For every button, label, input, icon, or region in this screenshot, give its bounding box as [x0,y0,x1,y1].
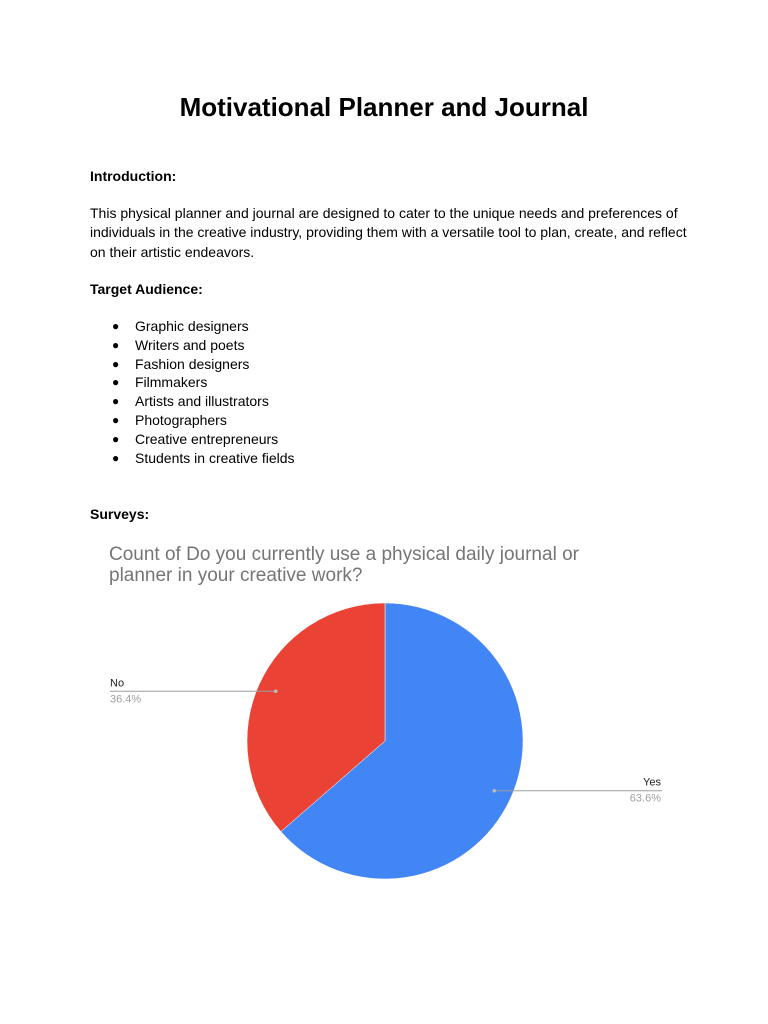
leader-dot-yes [492,789,496,793]
document-title: Motivational Planner and Journal [179,92,589,122]
slice-percent-no: 36.4% [110,693,142,706]
bullet-icon: ● [112,431,120,446]
list-item [90,392,295,411]
bullet-icon: ● [112,356,120,371]
bullet-icon: ● [112,375,120,390]
list-item-label: Fashion designers [135,355,250,372]
introduction-text: This physical planner and journal are designed to cater to the unique needs and preferences of individuals in the creative industry, providing them with a versatile tool to plan, create, and reflect on their artistic endeavors. [90,205,687,260]
list-item-label: Photographers [135,411,227,428]
list-item [90,355,295,374]
list-item-label: Students in creative fields [135,449,295,466]
slice-label-no: No [110,677,125,690]
list-item-label: Filmmakers [135,374,208,391]
target-audience-heading: Target Audience: [90,281,203,297]
list-item [90,430,295,449]
list-item [90,336,295,355]
list-item-label: Graphic designers [135,318,249,334]
slice-label-yes: Yes [643,776,661,789]
surveys-heading: Surveys: [90,506,150,522]
introduction-heading: Introduction: [90,168,177,184]
bullet-icon: ● [112,319,120,333]
bullet-icon: ● [112,394,120,409]
list-item-label: Creative entrepreneurs [135,430,279,447]
pie-chart-canvas [97,533,663,895]
list-item [90,373,295,392]
list-item-label: Artists and illustrators [135,393,269,410]
leader-dot-no [274,689,278,693]
bullet-icon: ● [112,450,120,465]
target-audience-list [90,317,295,467]
list-item [90,449,295,468]
survey-pie-chart [97,533,663,895]
chart-title: Count of Do you currently use a physical daily journal or planner in your creative work? [109,544,579,586]
list-item-label: Writers and poets [135,336,245,353]
bullet-icon: ● [112,412,120,427]
bullet-icon: ● [112,337,120,352]
list-item [90,411,295,430]
slice-percent-yes: 63.6% [629,792,661,805]
list-item [90,317,295,336]
